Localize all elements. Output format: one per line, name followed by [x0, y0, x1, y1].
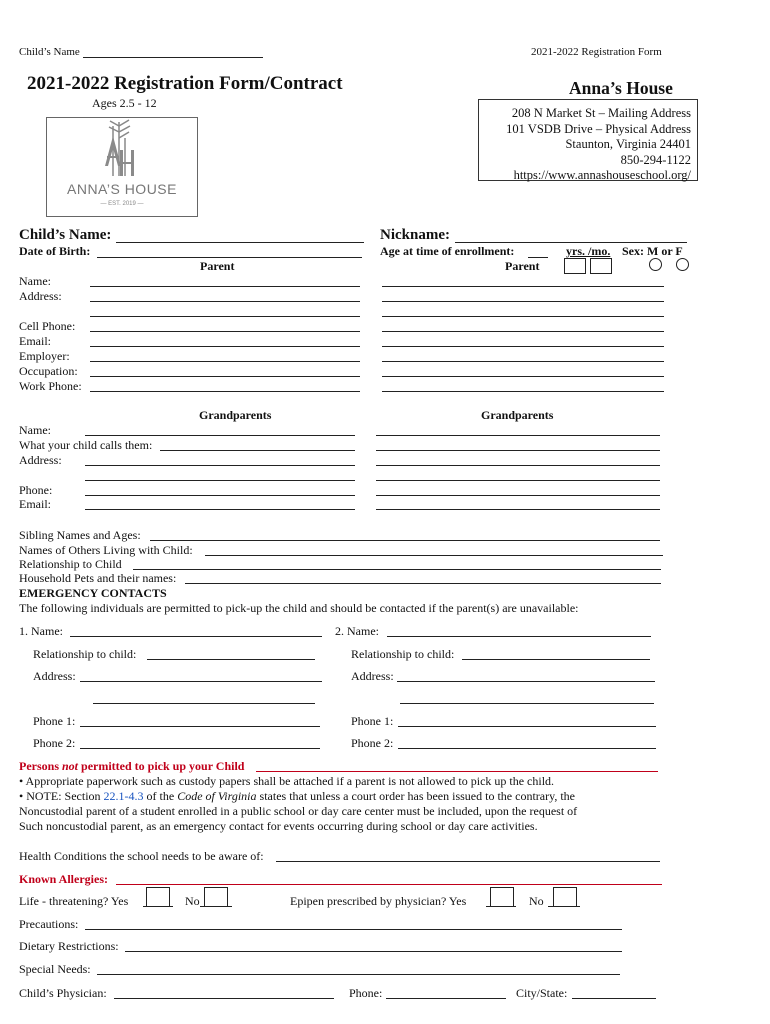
emergency-intro: The following individuals are permitted to pick-up the child and should be contacted if the parent(s) are unavailable:	[19, 601, 579, 615]
parent-cell-label: Cell Phone:	[19, 319, 76, 333]
parent2-field-line[interactable]	[382, 316, 664, 317]
health-conditions-label: Health Conditions the school needs to be aware of:	[19, 849, 264, 863]
logo-est: — EST. 2019 —	[100, 201, 144, 207]
gp-phone-label: Phone:	[19, 483, 53, 497]
gp-name-label: Name:	[19, 423, 51, 437]
logo-text: ANNA’S HOUSE	[67, 181, 177, 197]
parent1-field-line[interactable]	[90, 331, 360, 332]
epipen-no-checkbox[interactable]	[553, 887, 577, 907]
epipen-yes-checkbox[interactable]	[490, 887, 514, 907]
child-name-label: Child’s Name:	[19, 227, 112, 243]
child-name-field[interactable]	[116, 242, 364, 243]
parent1-field-line[interactable]	[90, 376, 360, 377]
ages-label: Ages 2.5 - 12	[92, 96, 157, 110]
grandparent2-field-line[interactable]	[376, 450, 660, 451]
parent-address-label: Address:	[19, 289, 62, 303]
epipen-yes-underline	[486, 906, 516, 907]
grandparent2-field-line[interactable]	[376, 495, 660, 496]
np-pre: Persons	[19, 759, 62, 773]
ec1-addr-field-2[interactable]	[93, 703, 315, 704]
precautions-label: Precautions:	[19, 917, 79, 931]
relationship-field[interactable]	[133, 569, 661, 570]
ec2-phone2-label: Phone 2:	[351, 736, 394, 750]
np-bullet-2-line-2: Noncustodial parent of a student enrolled in a public school or day care center must be included, upon the request of	[19, 804, 578, 818]
form-title: 2021-2022 Registration Form/Contract	[27, 73, 343, 94]
ec1-rel-label: Relationship to child:	[33, 647, 137, 661]
address-line: Staunton, Virginia 24401	[565, 137, 691, 151]
epipen-label: Epipen prescribed by physician? Yes	[290, 894, 467, 908]
grandparent2-field-line[interactable]	[376, 509, 660, 510]
sex-label: Sex: M or F	[622, 244, 683, 258]
parent1-field-line[interactable]	[90, 286, 360, 287]
physician-phone-label: Phone:	[349, 986, 383, 1000]
yrs-mo-label: yrs. /mo.	[566, 244, 611, 258]
grandparent1-field-line[interactable]	[85, 480, 355, 481]
health-conditions-field[interactable]	[276, 861, 660, 862]
nickname-label: Nickname:	[380, 227, 450, 243]
parent-field-labels	[19, 274, 82, 394]
city-state-field[interactable]	[572, 998, 656, 999]
parent-email-label: Email:	[19, 334, 51, 348]
physician-label: Child’s Physician:	[19, 986, 107, 1000]
header-form-label: 2021-2022 Registration Form	[531, 46, 662, 58]
ec1-name-label: 1. Name:	[19, 624, 63, 638]
epipen-no-underline	[548, 906, 580, 907]
ec1-name-field[interactable]	[70, 636, 322, 637]
others-field[interactable]	[205, 555, 663, 556]
website-line: https://www.annashouseschool.org/	[513, 168, 691, 182]
siblings-field[interactable]	[150, 540, 660, 541]
ec1-addr-field[interactable]	[80, 681, 322, 682]
dietary-label: Dietary Restrictions:	[19, 939, 119, 953]
ec1-phone1-field[interactable]	[80, 726, 320, 727]
grandparent2-field-line[interactable]	[376, 435, 660, 436]
special-needs-label: Special Needs:	[19, 962, 91, 976]
physician-phone-field[interactable]	[386, 998, 506, 999]
school-logo	[46, 117, 198, 217]
parent-occupation-label: Occupation:	[19, 364, 78, 378]
parent1-field-line[interactable]	[90, 346, 360, 347]
ec2-phone1-field[interactable]	[398, 726, 656, 727]
nickname-field[interactable]	[455, 242, 687, 243]
np-bullet-1: • Appropriate paperwork such as custody papers shall be attached if a parent is not allowed to pick up the child.	[19, 774, 555, 788]
np-post: permitted to pick up your Child	[78, 759, 245, 773]
parent2-field-line[interactable]	[382, 376, 664, 377]
yrs-box[interactable]	[564, 258, 586, 274]
ec1-phone1-label: Phone 1:	[33, 714, 76, 728]
age-label: Age at time of enrollment:	[380, 244, 515, 258]
not-permitted-field[interactable]	[256, 771, 658, 772]
parent2-field-line[interactable]	[382, 331, 664, 332]
parent2-field-line[interactable]	[382, 301, 664, 302]
parent2-heading: Parent	[505, 259, 540, 273]
grandparent1-field-line[interactable]	[85, 509, 355, 510]
parent2-field-line[interactable]	[382, 391, 664, 392]
dietary-field[interactable]	[125, 951, 622, 952]
parent-employer-label: Employer:	[19, 349, 70, 363]
parent1-field-line[interactable]	[90, 301, 360, 302]
allergies-label: Known Allergies:	[19, 872, 108, 886]
age-field[interactable]	[528, 257, 548, 258]
gp-calls-label: What your child calls them:	[19, 438, 153, 452]
life-no-label: No	[185, 894, 200, 908]
ec2-rel-label: Relationship to child:	[351, 647, 455, 661]
address-line: 101 VSDB Drive – Physical Address	[506, 121, 691, 136]
parent2-field-line[interactable]	[382, 346, 664, 347]
grandparent1-field-line[interactable]	[85, 435, 355, 436]
phone-line: 850-294-1122	[620, 152, 691, 167]
ec1-phone2-field[interactable]	[80, 748, 320, 749]
parent1-field-line[interactable]	[90, 361, 360, 362]
special-needs-field[interactable]	[97, 974, 620, 975]
parent-name-label: Name:	[19, 274, 51, 288]
parent1-field-line[interactable]	[90, 316, 360, 317]
grandparent1-field-line[interactable]	[160, 450, 355, 451]
others-label: Names of Others Living with Child:	[19, 543, 193, 557]
ec2-name-field[interactable]	[387, 636, 651, 637]
grandparent1-field-line[interactable]	[85, 495, 355, 496]
grandparent1-field-line[interactable]	[85, 465, 355, 466]
pets-field[interactable]	[185, 583, 661, 584]
precautions-field[interactable]	[85, 929, 622, 930]
dob-label: Date of Birth:	[19, 244, 91, 258]
ec2-rel-field[interactable]	[462, 659, 650, 660]
school-name: Anna’s House	[569, 78, 673, 98]
ec1-rel-field[interactable]	[147, 659, 315, 660]
siblings-label: Sibling Names and Ages:	[19, 528, 141, 542]
allergies-field[interactable]	[116, 884, 662, 885]
ec2-phone1-label: Phone 1:	[351, 714, 394, 728]
dob-field[interactable]	[97, 257, 362, 258]
ec2-addr-label: Address:	[351, 669, 394, 683]
life-yes-checkbox[interactable]	[146, 887, 170, 907]
parent2-field-line[interactable]	[382, 361, 664, 362]
sex-f-radio[interactable]	[676, 258, 689, 271]
grandparents1-heading: Grandparents	[199, 408, 272, 422]
pets-label: Household Pets and their names:	[19, 571, 177, 585]
epipen-no-label: No	[529, 894, 544, 908]
np-b2-post: states that unless a court order has been issued to the contrary, the	[256, 789, 575, 803]
address-line: 208 N Market St – Mailing Address	[511, 106, 691, 120]
parent-workphone-label: Work Phone:	[19, 379, 82, 393]
sex-m-radio[interactable]	[649, 258, 662, 271]
ec1-phone2-label: Phone 2:	[33, 736, 76, 750]
ec1-addr-label: Address:	[33, 669, 76, 683]
city-state-label: City/State:	[516, 986, 568, 1000]
ec2-addr-field[interactable]	[397, 681, 655, 682]
life-no-checkbox[interactable]	[204, 887, 228, 907]
relationship-label: Relationship to Child	[19, 557, 122, 571]
parent2-field-line[interactable]	[382, 286, 664, 287]
parent1-heading: Parent	[200, 259, 235, 273]
parent1-field-line[interactable]	[90, 391, 360, 392]
emergency-heading: EMERGENCY CONTACTS	[19, 586, 167, 600]
life-yes-underline	[143, 906, 173, 907]
grandparents2-heading: Grandparents	[481, 408, 554, 422]
np-b2-pre: • NOTE: Section	[19, 789, 104, 803]
spacer	[19, 304, 82, 319]
np-b2-mid: of the	[143, 789, 178, 803]
header-child-name-label: Child’s Name	[19, 46, 80, 58]
life-no-underline	[200, 906, 232, 907]
ec2-name-label: 2. Name:	[335, 624, 379, 638]
gp-address-label: Address:	[19, 453, 62, 467]
not-permitted-heading	[19, 759, 244, 774]
ec2-addr-field-2[interactable]	[400, 703, 654, 704]
grandparent2-field-line[interactable]	[376, 465, 660, 466]
ec2-phone2-field[interactable]	[398, 748, 656, 749]
np-b2-code: Code of Virginia	[177, 789, 257, 803]
code-section-link[interactable]: 22.1-4.3	[103, 789, 144, 803]
school-address-box	[478, 99, 698, 181]
mo-box[interactable]	[590, 258, 612, 274]
physician-field[interactable]	[114, 998, 334, 999]
np-em: not	[62, 759, 79, 773]
life-threatening-label: Life - threatening? Yes	[19, 894, 129, 908]
grandparent2-field-line[interactable]	[376, 480, 660, 481]
gp-email-label: Email:	[19, 497, 51, 511]
np-bullet-2	[19, 789, 575, 804]
np-bullet-2-line-3: Such noncustodial parent, as an emergency contact for events occurring during school or day care activities.	[19, 819, 538, 833]
header-child-name-field[interactable]	[83, 57, 263, 58]
